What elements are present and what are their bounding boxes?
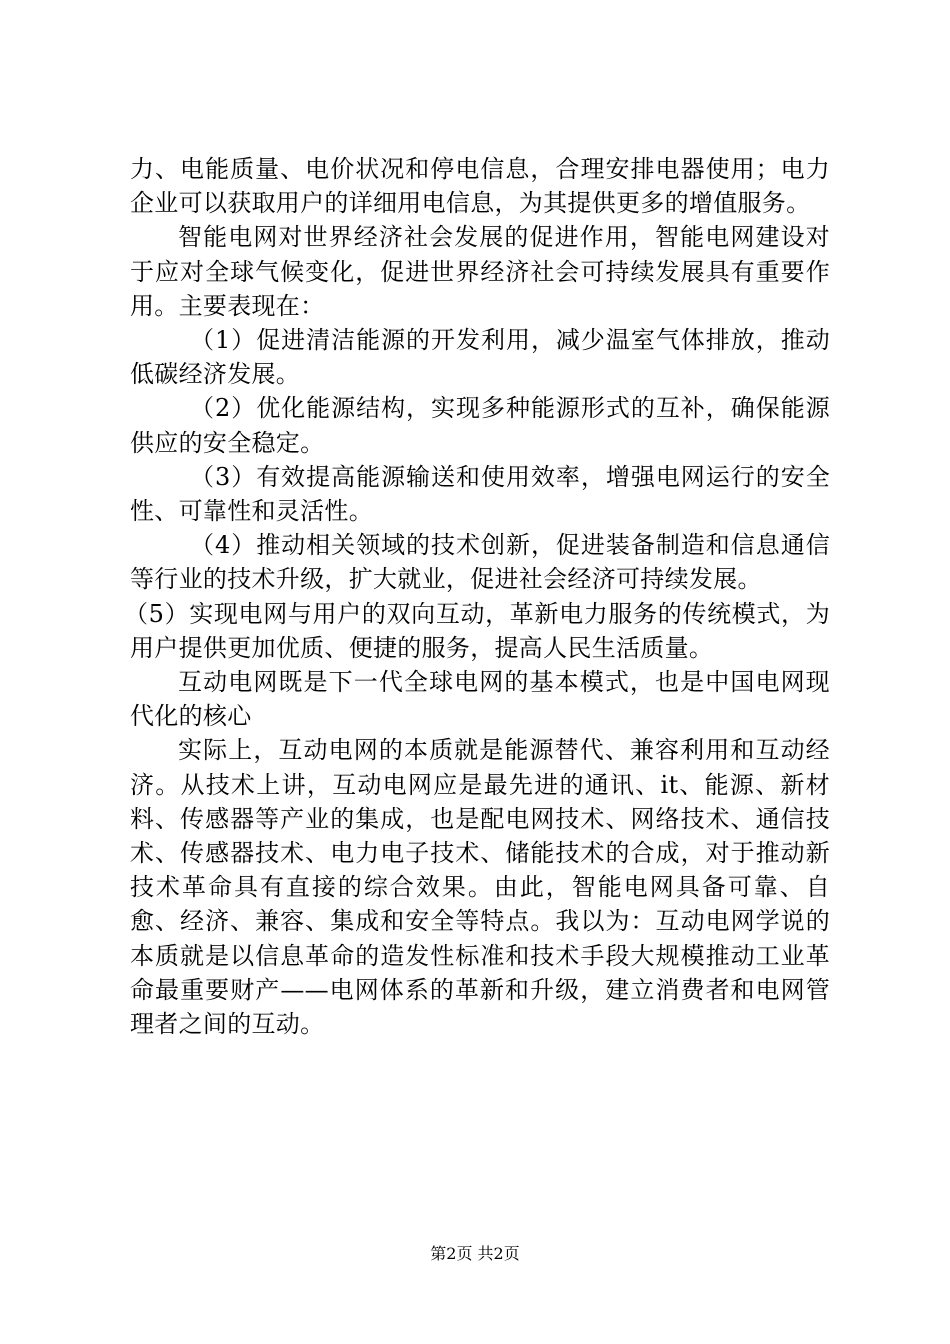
page-footer: 第2页 共2页 <box>430 1244 520 1263</box>
list-item-4: （4）推动相关领域的技术创新，促进装备制造和信息通信等行业的技术升级，扩大就业，促进社会经济可持续发展。 <box>130 531 830 594</box>
list-item-5: （5）实现电网与用户的双向互动，革新电力服务的传统模式，为用户提供更加优质、便捷的服务，提高人民生活质量。 <box>124 599 830 662</box>
paragraph-smart-grid-effects: 智能电网对世界经济社会发展的促进作用，智能电网建设对于应对全球气候变化，促进世界经济社会可持续发展具有重要作用。主要表现在： <box>130 223 830 320</box>
paragraph-continuation: 力、电能质量、电价状况和停电信息，合理安排电器使用；电力企业可以获取用户的详细用电信息，为其提供更多的增值服务。 <box>130 155 830 218</box>
list-item-1: （1）促进清洁能源的开发利用，减少温室气体排放，推动低碳经济发展。 <box>130 326 830 389</box>
list-item-2: （2）优化能源结构，实现多种能源形式的互补，确保能源供应的安全稳定。 <box>130 394 830 457</box>
body-text <box>124 152 830 1041</box>
paragraph-interactive-grid-essence: 实际上，互动电网的本质就是能源替代、兼容利用和互动经济。从技术上讲，互动电网应是最先进的通讯、it、能源、新材料、传感器等产业的集成，也是配电网技术、网络技术、通信技术、传感器技术、电力电子技术、储能技术的合成，对于推动新技术革命具有直接的综合效果。由此，智能电网具备可靠、自愈、经济、兼容、集成和安全等特点。我以为：互动电网学说的本质就是以信息革命的造发性标准和技术手段大规模推动工业革命最重要财产——电网体系的革新和升级，建立消费者和电网管理者之间的互动。 <box>130 736 830 1039</box>
list-item-3: （3）有效提高能源输送和使用效率，增强电网运行的安全性、可靠性和灵活性。 <box>130 462 830 526</box>
paragraph-interactive-grid-heading: 互动电网既是下一代全球电网的基本模式，也是中国电网现代化的核心 <box>130 668 830 731</box>
